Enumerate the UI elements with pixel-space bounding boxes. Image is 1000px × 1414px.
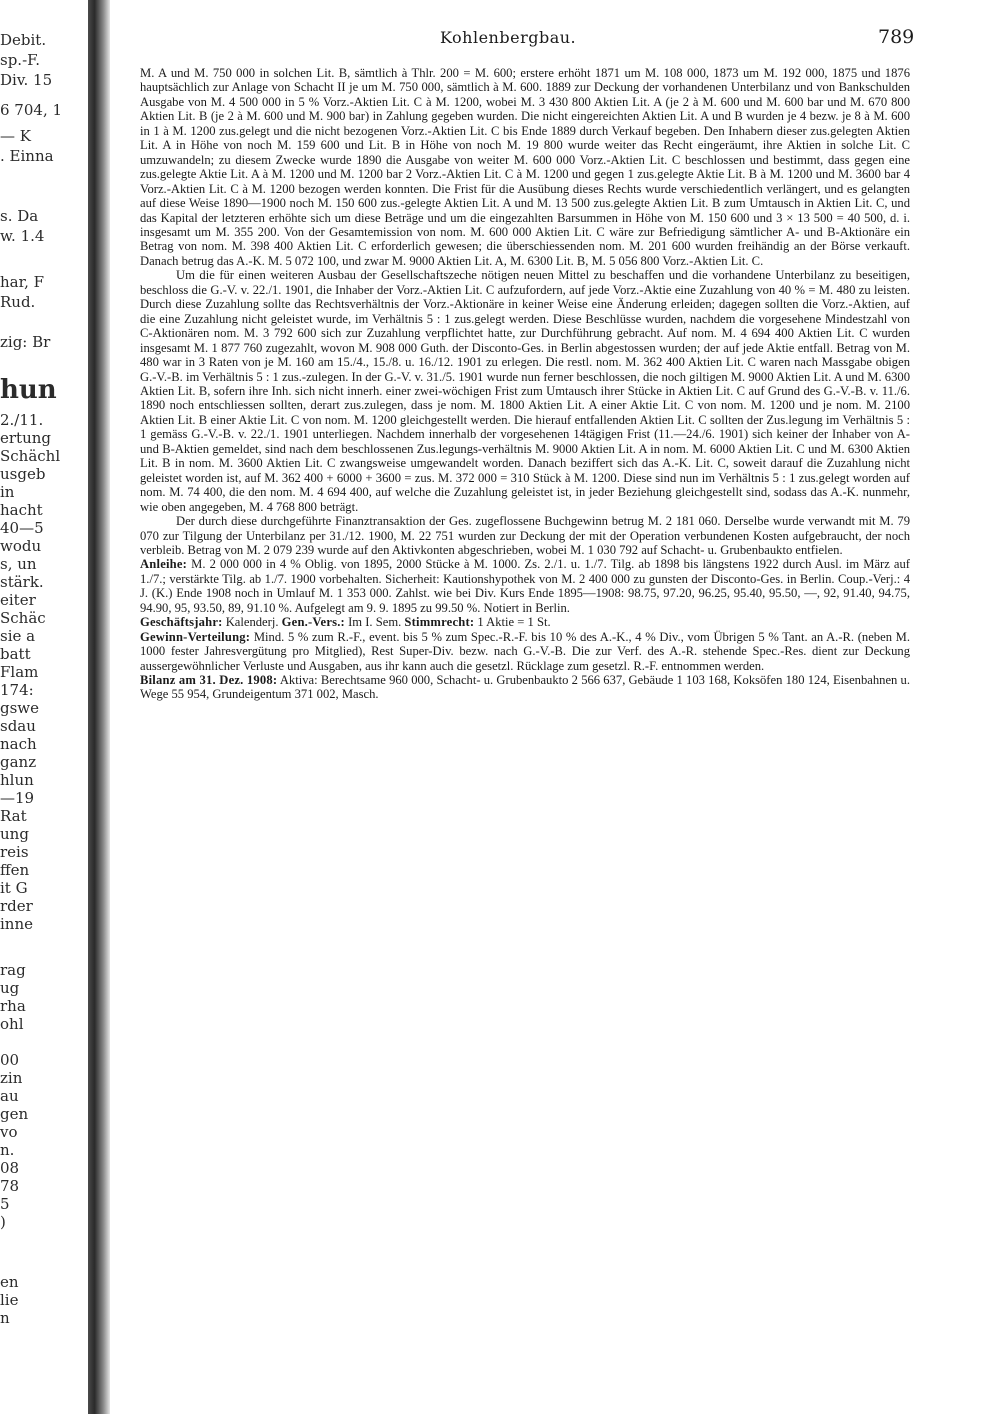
margin-fragment: 6 704, 1 <box>0 101 63 119</box>
section-text: Mind. 5 % zum R.-F., event. bis 5 % zum Spec.-R.-F. bis 10 % des A.-K., 4 % Div., vom Übrigen 5 % Tant. an A.-R. (neben M. 1000 fester Jahresvergütung pro Mitglied), Rest Super-Div. bezw. nach G.-V.-B. Die zur Verf. des A.-R. stehende Spec.-Res. dient zur Deckung aussergewöhnlicher Verluste und Ausgaben, aus ihr kann auch die gesetzl. Rücklage zum gesetzl. R.-F. entnommen werden. <box>140 629 910 673</box>
margin-fragment: en <box>0 1273 19 1291</box>
margin-fragment: rder <box>0 897 33 915</box>
margin-fragment: usgeb <box>0 465 46 483</box>
paragraph-reorganisation: Um die für einen weiteren Ausbau der Gesellschaftszeche nötigen neuen Mittel zu beschaffen und die vorhandene Unterbilanz zu beseitigen, beschloss die G.-V. v. 22./1. 1901, die Inhaber der Vorz.-Aktien Lit. C aufzufordern, auf jede Vorz.-Aktie eine Zuzahlung von 40 % = M. 480 zu leisten. Durch diese Zuzahlung sollte das Rechtsverhältnis der Vorz.-Aktionäre in keiner Weise eine Änderung erleiden; dagegen sollten die Vorz.-Aktien, auf die eine Zuzahlung nicht geleistet wurde, im Verhältnis 5 : 1 zus.gelegt werden. Diese Beschlüsse wurden, nachdem die vorgesehene Mindestzahl von C-Aktionären nom. M. 3 792 600 sich zur Zuzahlung verpflichtet hatte, zur Durchführung gebracht. Auf nom. M. 4 694 400 Aktien Lit. C wurden insgesamt M. 1 877 760 zugezahlt, wovon M. 908 000 Guth. der Disconto-Ges. in Berlin abgestossen wurden; der auf jede Aktie entfall. Betrag von M. 480 war in 3 Raten von je M. 160 am 15./4., 15./8. u. 16./12. 1901 zu erlegen. Die restl. nom. M. 362 400 Aktien Lit. C waren nach Massgabe obigen G.-V.-B. im Verhältnis 5 : 1 zus.-zulegen. In der G.-V. v. 31./5. 1901 wurde nun ferner beschlossen, die noch giltigen M. 9000 Aktien Lit. A und M. 6300 Aktien Lit. B, sofern ihre Inh. sich nicht innerh. einer zwei-wöchigen Frist zum Umtausch ihrer Stücke in Aktien Lit. C auf Grund des G.-V.-B. v. 11./6. 1890 noch entschliessen sollten, derart zus.zulegen, dass je nom. M. 1800 Aktien Lit. A einer Aktie Lit. C von nom. M. 1200 und je nom. M. 2100 Aktien Lit. B einer Aktie Lit. C von nom. M. 1200 gleichgestellt werden. Die hierauf entfallenden Aktien Lit. C sollten der Zus.legung im Verhältnis 5 : 1 gemäss G.-V.-B. v. 22./1. 1901 unterliegen. Nachdem innerhalb der vorgesehenen 14tägigen Frist (11.—24./6. 1901) sich keiner der Inhaber von A- und B-Aktien gemeldet, sind nach dem beschlossenen Zus.legungs-verhältnis M. 9000 Aktien Lit. A in nom. M. 6000 Aktien Lit. C und M. 6300 Aktien Lit. B in nom. M. 3600 Aktien Lit. C zwangsweise umgewandelt worden. Danach beziffert sich das A.-K. Lit. C, soweit darauf die Zuzahlung nicht geleistet worden ist, auf M. 362 400 + 6000 + 3600 = zus. M. 372 000 = 310 Stück à M. 1200. Diese sind nun im Verhältnis 5 : 1 zus.gelegt worden auf nom. M. 74 400, die den nom. M. 4 694 400, auf welche die Zuzahlung geleistet ist, in jeder Beziehung gleichgestellt sind, sodass das A.-K. nunmehr, wie oben angegeben, M. 4 768 800 beträgt. <box>140 268 910 514</box>
margin-fragment: s. Da <box>0 207 39 225</box>
margin-fragment: har, F <box>0 273 45 291</box>
margin-fragment: Schäc <box>0 609 46 627</box>
margin-fragment: lie <box>0 1291 19 1309</box>
section-text: 1 Aktie = 1 St. <box>474 615 551 630</box>
section-heading: Anleihe: <box>140 557 188 572</box>
section-heading: Gewinn-Verteilung: <box>140 629 251 644</box>
section-text: Aktiva: Berechtsame 960 000, Schacht- u. Grubenbaukto 2 566 637, Gebäude 1 103 168, Koksöfen 180 124, Eisenbahnen u. Wege 55 954, Grundeigentum 371 002, Masch. <box>140 673 910 702</box>
article-body <box>140 66 910 702</box>
margin-fragment: 08 <box>0 1159 20 1177</box>
margin-fragment: ung <box>0 825 29 843</box>
margin-fragment: sie a <box>0 627 36 645</box>
margin-fragment: rag <box>0 961 26 979</box>
margin-fragment: 78 <box>0 1177 20 1195</box>
margin-fragment: nach <box>0 735 37 753</box>
paragraph-capital-history: M. A und M. 750 000 in solchen Lit. B, sämtlich à Thlr. 200 = M. 600; erstere erhöht 1871 um M. 108 000, 1873 um M. 192 000, 1875 und 1876 hauptsächlich zur Anlage von Schacht II je um M. 750 000, sämtlich à M. 600. 1889 zur Deckung der vorhandenen Unterbilanz und von Bankschulden Ausgabe von M. 4 500 000 in 5 % Vorz.-Aktien Lit. C à M. 1200, wobei M. 3 430 800 Aktien Lit. A (je 2 à M. 600 und M. 600 bar und M. 670 800 Aktien Lit. B (je 2 à M. 600 und M. 900 bar) in Zahlung gegeben wurden. Die nicht eingereichten Aktien Lit. A und B wurden je 4 bezw. je 8 à M. 600 in 1 à M. 1200 zus.gelegt und die nicht bezogenen Vorz.-Aktien Lit. C bis Ende 1889 durch Verkauf begeben. Den Inhabern dieser zus.gelegten Aktien Lit. A in Höhe von noch M. 159 600 und Lit. B in Höhe von noch M. 19 800 wurde weiter das Recht eingeräumt, ihre Aktien in solche Lit. C umzuwandeln; zu diesem Zwecke wurde 1890 die Ausgabe von weiter M. 600 000 Vorz.-Aktien Lit. C beschlossen und bestimmt, dass gegen eine zus.gelegte Aktie Lit. A à M. 1200 und M. 1200 bar 2 Vorz.-Aktien Lit. C à M. 1200 und gegen 1 zus.gelegte Aktie Lit. B à M. 1200 und M. 3600 bar 4 Vorz.-Aktien Lit. C à M. 1200 bezogen werden konnten. Die Frist für die Ausübung dieses Rechts wurde verschiedentlich verlängert, und es gelangten auf diese Weise 1890—1900 noch M. 150 600 zus.-gelegte Aktien Lit. A und M. 13 500 zus.gelegte Aktien Lit. B zum Umtausch in Aktien Lit. C, und das Kapital der letzteren erhöhte sich um diese Beträge und um die eingezahlten Barsummen in Höhe von M. 150 600 und 3 × 13 500 = 40 500, d. i. insgesamt um M. 355 200. Von der Gesamtemission von nom. M. 600 000 Aktien Lit. C wäre zur Befriedigung sämtlicher A- und B-Aktionäre ein Betrag von nom. M. 398 400 Aktien Lit. C erforderlich gewesen; die überschiessenden nom. M. 201 600 wurden freihändig an der Börse verkauft. Danach betrug das A.-K. M. 5 072 100, und zwar M. 9000 Aktien Lit. A, M. 6300 Lit. B, M. 5 056 800 Vorz.-Aktien Lit. C. <box>140 66 910 268</box>
margin-fragment: vo <box>0 1123 18 1141</box>
left-margin-fragments <box>0 0 90 1414</box>
section-heading: Bilanz am 31. Dez. 1908: <box>140 673 278 688</box>
margin-fragment: 40—5 <box>0 519 44 537</box>
margin-fragment: sdau <box>0 717 36 735</box>
margin-fragment: n <box>0 1309 10 1327</box>
margin-fragment: Rud. <box>0 293 36 311</box>
margin-fragment: . Einna <box>0 147 54 165</box>
margin-fragment: 5 <box>0 1195 10 1213</box>
margin-fragment: ganz <box>0 753 37 771</box>
margin-fragment: Rat <box>0 807 27 825</box>
section-text: M. 2 000 000 in 4 % Oblig. von 1895, 2000 Stücke à M. 1000. Zs. 2./1. u. 1./7. Tilg. ab 1898 bis längstens 1922 durch Ausl. im März auf 1./7.; verstärkte Tilg. ab 1./7. 1900 vorbehalten. Sicherheit: Kautionshypothek von M. 2 400 000 zu gunsten der Disconto-Ges. in Berlin. Coup.-Verj.: 4 J. (K.) Ende 1908 noch in Umlauf M. 1 353 000. Zahlst. wie bei Div. Kurs Ende 1895—1908: 98.75, 97.20, 96.25, 95.40, 95.50, —, 92, 91.40, 94.75, 94.90, 95, 93.50, 89, 91.10 %. Aufgelegt am 9. 9. 1895 zu 99.50 %. Notiert in Berlin. <box>140 557 910 615</box>
margin-fragment: ertung <box>0 429 51 447</box>
section-bilanz <box>140 673 910 702</box>
margin-fragment: it G <box>0 879 28 897</box>
margin-fragment: wodu <box>0 537 42 555</box>
margin-fragment: Debit. <box>0 31 47 49</box>
section-geschaeftsjahr <box>140 615 910 629</box>
margin-fragment: hun <box>0 375 57 405</box>
margin-fragment: rha <box>0 997 26 1015</box>
margin-fragment: gen <box>0 1105 29 1123</box>
section-text: Im I. Sem. <box>344 615 405 630</box>
margin-fragment: reis <box>0 843 29 861</box>
page-gutter <box>88 0 110 1414</box>
margin-fragment: s, un <box>0 555 37 573</box>
margin-fragment: ffen <box>0 861 30 879</box>
paragraph-book-profit: Der durch diese durchgeführte Finanztransaktion der Ges. zugeflossene Buchgewinn betrug M. 2 181 060. Derselbe wurde verwandt mit M. 79 070 zur Tilgung der Unterbilanz per 31./12. 1900, M. 22 751 wurden zur Deckung der mit der Operation verbundenen Kosten aufgebraucht, der noch verbleib. Betrag von M. 2 079 239 wurde auf den Aktivkonten abgeschrieben, wobei M. 1 030 792 auf Schacht- u. Grubenbaukto entfielen. <box>140 514 910 557</box>
margin-fragment: ) <box>0 1213 6 1231</box>
margin-fragment: hlun <box>0 771 34 789</box>
section-text: Kalenderj. <box>222 615 282 630</box>
margin-fragment: 174: <box>0 681 34 699</box>
margin-fragment: in <box>0 483 15 501</box>
margin-fragment: n. <box>0 1141 15 1159</box>
section-heading: Geschäftsjahr: <box>140 615 223 630</box>
running-head: Kohlenbergbau. <box>440 28 577 47</box>
margin-fragment: zin <box>0 1069 23 1087</box>
margin-fragment: Div. 15 <box>0 71 53 89</box>
section-heading: Stimmrecht: <box>404 615 475 630</box>
margin-fragment: stärk. <box>0 573 44 591</box>
page-number: 789 <box>878 26 915 48</box>
margin-fragment: hacht <box>0 501 43 519</box>
margin-fragment: eiter <box>0 591 36 609</box>
margin-fragment: Schächl <box>0 447 61 465</box>
margin-fragment: — K <box>0 127 31 145</box>
margin-fragment: batt <box>0 645 31 663</box>
margin-fragment: inne <box>0 915 33 933</box>
margin-fragment: 00 <box>0 1051 20 1069</box>
margin-fragment: Flam <box>0 663 39 681</box>
margin-fragment: ug <box>0 979 20 997</box>
margin-fragment: —19 <box>0 789 35 807</box>
margin-fragment: zig: Br <box>0 333 51 351</box>
margin-fragment: au <box>0 1087 19 1105</box>
margin-fragment: gswe <box>0 699 40 717</box>
section-heading: Gen.-Vers.: <box>281 615 345 630</box>
section-gewinn-verteilung <box>140 630 910 673</box>
section-anleihe <box>140 557 910 615</box>
margin-fragment: w. 1.4 <box>0 227 45 245</box>
margin-fragment: 2./11. <box>0 411 44 429</box>
margin-fragment: sp.-F. <box>0 51 40 69</box>
margin-fragment: ohl <box>0 1015 24 1033</box>
